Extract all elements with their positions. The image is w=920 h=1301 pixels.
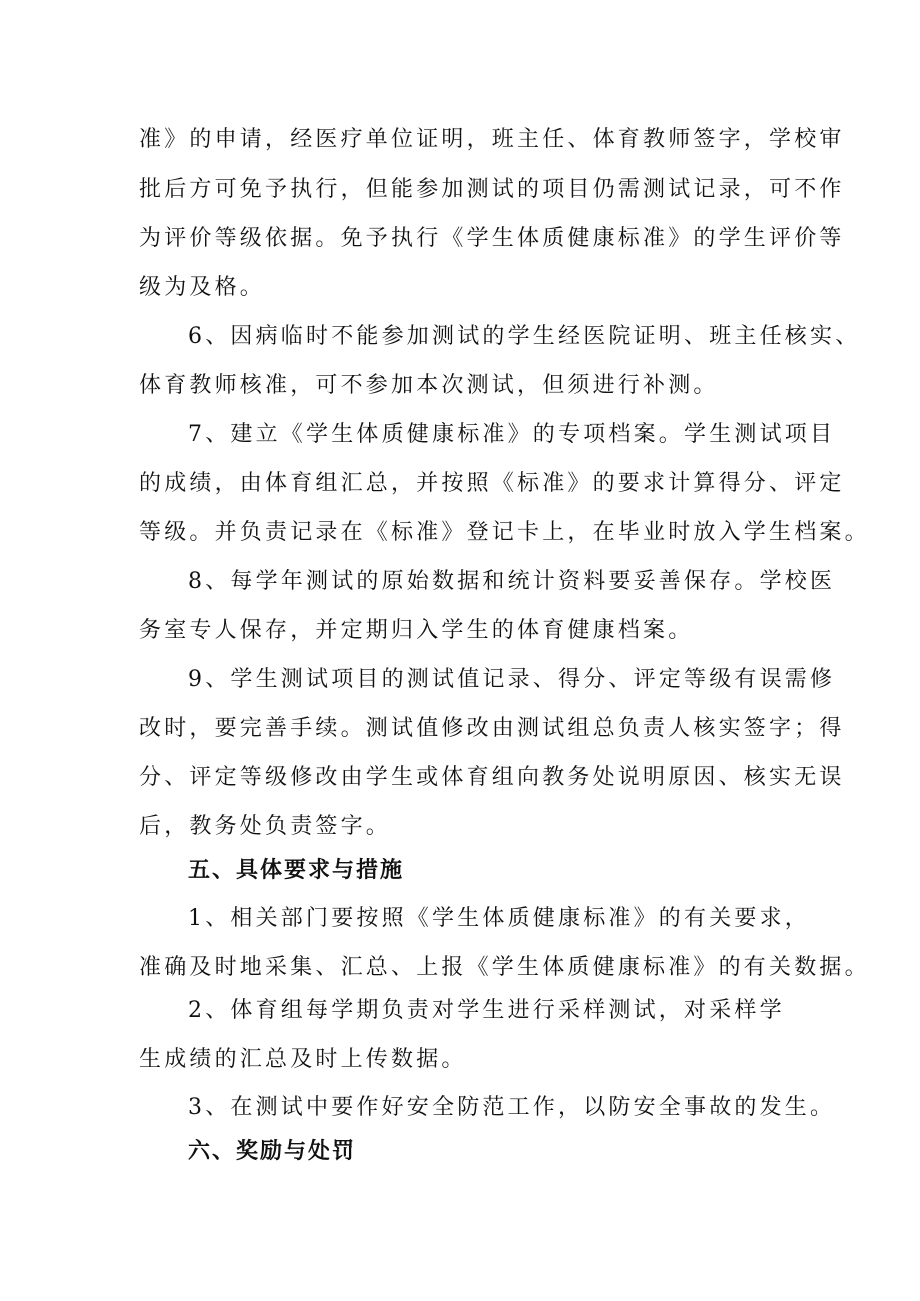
text-line-11: 务室专人保存，并定期归入学生的体育健康档案。	[139, 618, 694, 643]
text-line-2: 批后方可免予执行，但能参加测试的项目仍需测试记录，可不作	[139, 177, 845, 202]
text-line-9: 等级。并负责记录在《标准》登记卡上，在毕业时放入学生档案。	[139, 520, 870, 545]
text-line-19: 2、体育组每学期负责对学生进行采样测试，对采样学	[188, 998, 785, 1023]
text-line-12: 9、学生测试项目的测试值记录、得分、评定等级有误需修	[188, 667, 836, 692]
section-heading-6: 六、奖励与处罚	[188, 1139, 357, 1164]
text-line-4: 级为及格。	[139, 275, 266, 300]
text-line-15: 后，教务处负责签字。	[139, 814, 392, 839]
text-line-10: 8、每学年测试的原始数据和统计资料要妥善保存。学校医	[188, 569, 836, 594]
text-line-5: 6、因病临时不能参加测试的学生经医院证明、班主任核实、	[188, 324, 861, 349]
text-line-6: 体育教师核准，可不参加本次测试，但须进行补测。	[139, 373, 719, 398]
text-line-8: 的成绩，由体育组汇总，并按照《标准》的要求计算得分、评定	[139, 471, 845, 496]
text-line-21: 3、在测试中要作好安全防范工作，以防安全事故的发生。	[188, 1095, 836, 1120]
text-line-20: 生成绩的汇总及时上传数据。	[139, 1047, 467, 1072]
text-line-18: 准确及时地采集、汇总、上报《学生体质健康标准》的有关数据。	[139, 955, 870, 980]
text-line-7: 7、建立《学生体质健康标准》的专项档案。学生测试项目	[188, 422, 836, 447]
text-line-14: 分、评定等级修改由学生或体育组向教务处说明原因、核实无误	[139, 765, 845, 790]
text-line-1: 准》的申请，经医疗单位证明，班主任、体育教师签字，学校审	[139, 127, 845, 152]
text-line-3: 为评价等级依据。免予执行《学生体质健康标准》的学生评价等	[139, 226, 845, 251]
section-heading-5: 五、具体要求与措施	[188, 858, 405, 883]
text-line-17: 1、相关部门要按照《学生体质健康标准》的有关要求，	[188, 906, 810, 931]
text-line-13: 改时，要完善手续。测试值修改由测试组总负责人核实签字；得	[139, 716, 845, 741]
